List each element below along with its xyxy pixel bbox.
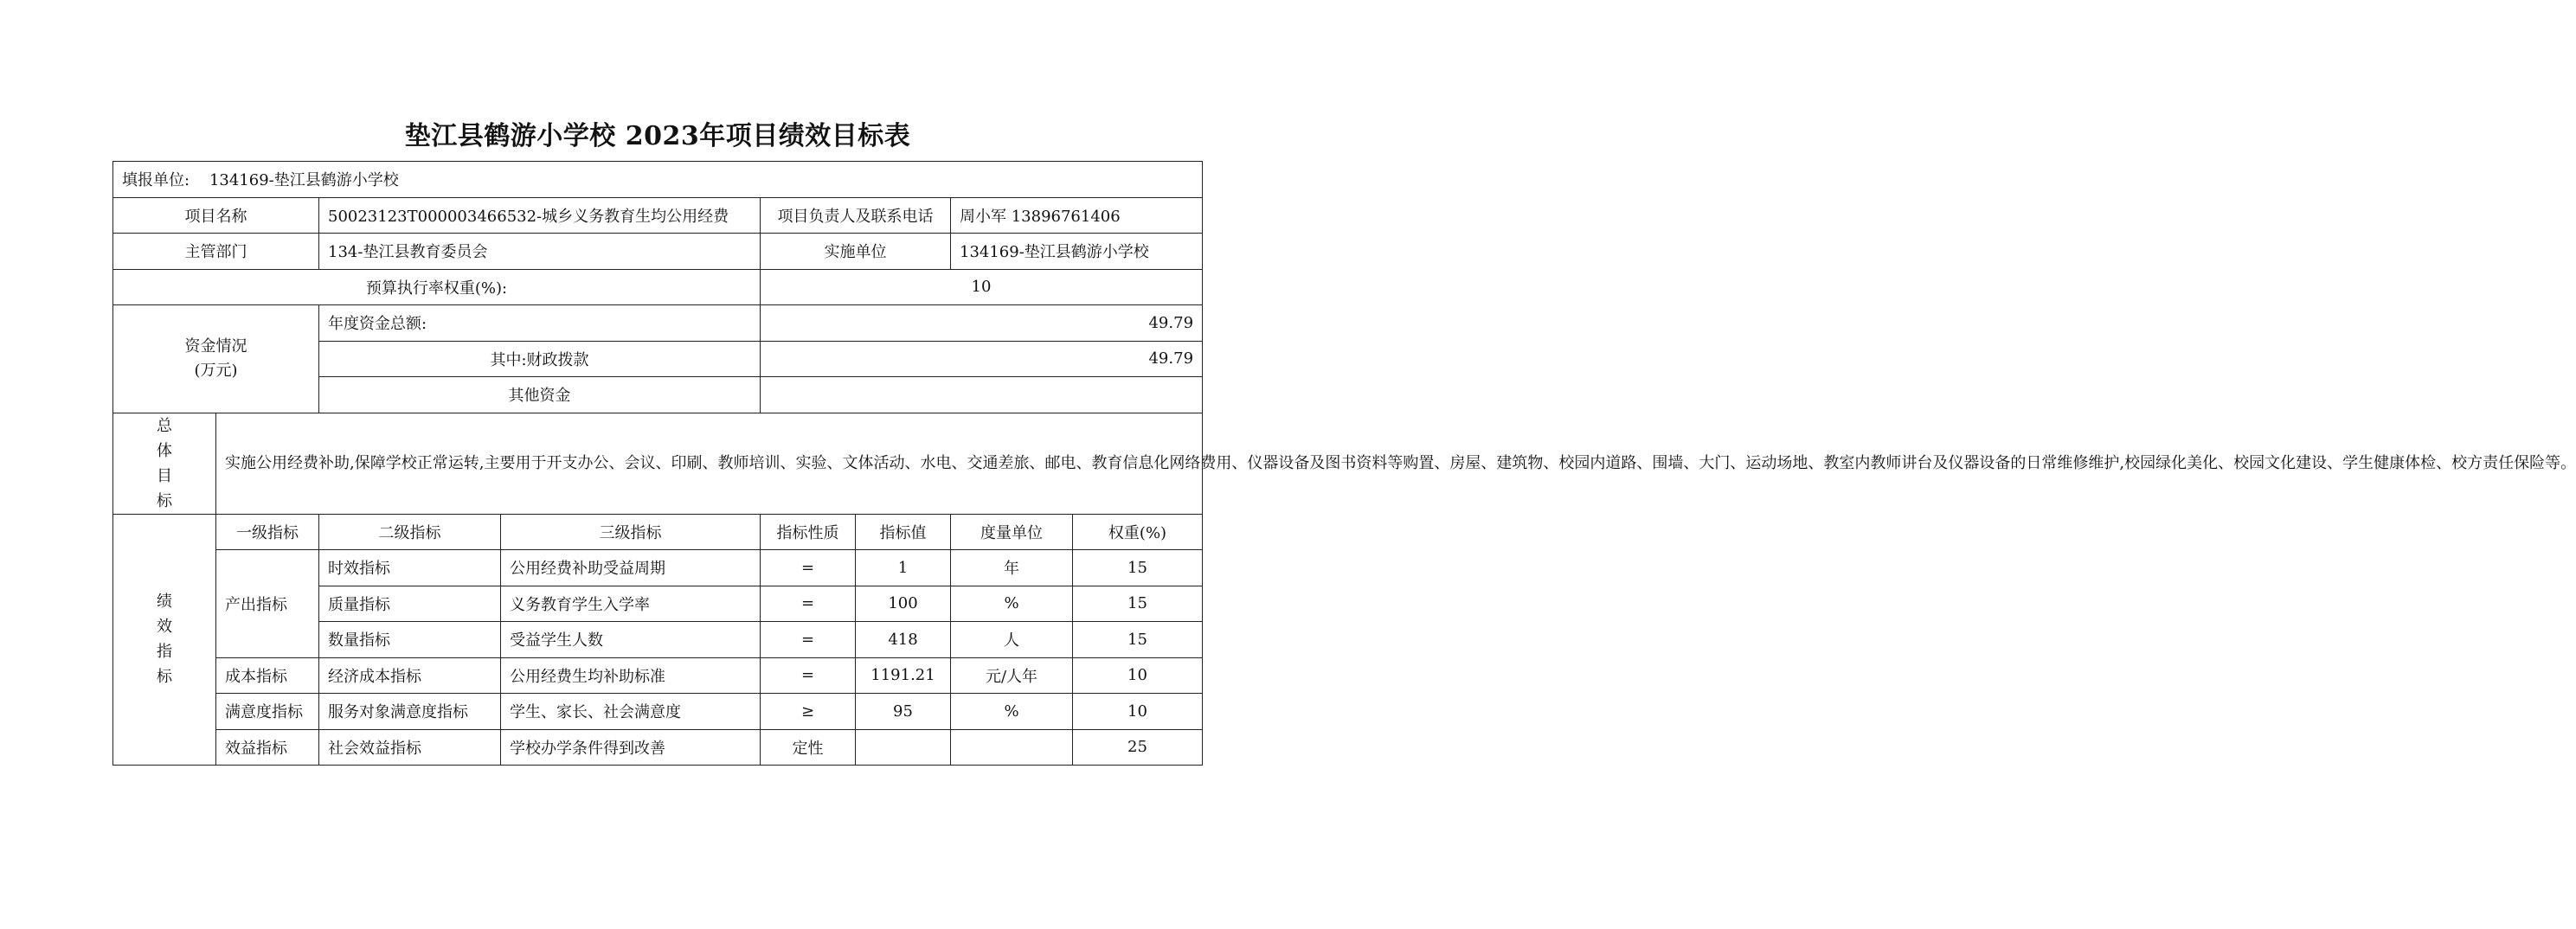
header-level2: 二级指标: [319, 514, 501, 550]
level1-cell: 效益指标: [216, 729, 319, 766]
budget-weight-row: [113, 269, 1203, 305]
value-cell: 100: [856, 586, 951, 622]
level2-cell: 数量指标: [319, 622, 501, 658]
overall-goal-label: [113, 413, 216, 514]
nature-cell: ≥: [761, 694, 856, 730]
value-cell: 1191.21: [856, 657, 951, 694]
project-name-value: 50023123T000003466532-城乡义务教育生均公用经费: [319, 197, 761, 234]
project-name-label: 项目名称: [113, 197, 319, 234]
budget-weight-label: 预算执行率权重(%):: [113, 269, 761, 305]
weight-cell: 15: [1073, 586, 1203, 622]
value-cell: 418: [856, 622, 951, 658]
weight-cell: 15: [1073, 550, 1203, 586]
indicator-header-row: [113, 514, 1203, 550]
implementing-unit-value: 134169-垫江县鹤游小学校: [951, 234, 1203, 270]
performance-indicator-label: [113, 514, 216, 766]
funds-total-value: 49.79: [761, 305, 1203, 342]
indicator-row: [113, 550, 1203, 586]
performance-indicator-char: 标: [157, 668, 172, 687]
nature-cell: =: [761, 586, 856, 622]
indicator-row: [113, 694, 1203, 730]
unit-cell: [951, 729, 1073, 766]
overall-goal-char: 目: [157, 466, 172, 485]
level3-cell: 学生、家长、社会满意度: [501, 694, 761, 730]
header-level1: 一级指标: [216, 514, 319, 550]
level1-cell: 成本指标: [216, 657, 319, 694]
unit-cell: 人: [951, 622, 1073, 658]
level2-cell: 经济成本指标: [319, 657, 501, 694]
project-name-row: [113, 197, 1203, 234]
header-weight: 权重(%): [1073, 514, 1203, 550]
overall-goal-text: 实施公用经费补助,保障学校正常运转,主要用于开支办公、会议、印刷、教师培训、实验、文体活动、水电、交通差旅、邮电、教育信息化网络费用、仪器设备及图书资料等购置、房屋、建筑物、校园内道路、围墙、大门、运动场地、教室内教师讲台及仪器设备的日常维修维护,校园绿化美化、校园文化建设、学生健康体检、校方责任保险等。: [216, 413, 1203, 514]
level2-cell: 质量指标: [319, 586, 501, 622]
department-row: [113, 234, 1203, 270]
indicator-row: [113, 657, 1203, 694]
nature-cell: =: [761, 657, 856, 694]
reporting-unit-label: 填报单位:: [122, 171, 190, 190]
header-value: 指标值: [856, 514, 951, 550]
project-leader-value: 周小军 13896761406: [951, 197, 1203, 234]
performance-target-table: [112, 161, 2576, 766]
funds-other-value: [761, 377, 1203, 413]
level3-cell: 公用经费生均补助标准: [501, 657, 761, 694]
level2-cell: 服务对象满意度指标: [319, 694, 501, 730]
overall-goal-char: 体: [157, 441, 172, 460]
value-cell: 1: [856, 550, 951, 586]
overall-goal-row: [113, 413, 1203, 514]
funds-total-row: [113, 305, 1203, 342]
level1-cell: 产出指标: [216, 550, 319, 658]
funds-label: [113, 305, 319, 413]
level2-cell: 时效指标: [319, 550, 501, 586]
department-label: 主管部门: [113, 234, 319, 270]
nature-cell: 定性: [761, 729, 856, 766]
level1-cell: 满意度指标: [216, 694, 319, 730]
performance-indicator-char: 效: [157, 618, 172, 637]
funds-label-line1: 资金情况: [184, 336, 247, 356]
unit-cell: 元/人年: [951, 657, 1073, 694]
weight-cell: 10: [1073, 657, 1203, 694]
header-level3: 三级指标: [501, 514, 761, 550]
header-nature: 指标性质: [761, 514, 856, 550]
nature-cell: =: [761, 622, 856, 658]
level3-cell: 公用经费补助受益周期: [501, 550, 761, 586]
overall-goal-char: 总: [157, 416, 172, 435]
implementing-unit-label: 实施单位: [761, 234, 951, 270]
overall-goal-char: 标: [157, 491, 172, 510]
reporting-unit-value: 134169-垫江县鹤游小学校: [209, 171, 399, 190]
indicator-row: [113, 729, 1203, 766]
level3-cell: 受益学生人数: [501, 622, 761, 658]
funds-total-label: 年度资金总额:: [319, 305, 761, 342]
level2-cell: 社会效益指标: [319, 729, 501, 766]
unit-cell: %: [951, 694, 1073, 730]
level3-cell: 义务教育学生入学率: [501, 586, 761, 622]
funds-fiscal-value: 49.79: [761, 341, 1203, 377]
department-value: 134-垫江县教育委员会: [319, 234, 761, 270]
performance-indicator-char: 绩: [157, 593, 172, 612]
performance-indicator-char: 指: [157, 643, 172, 662]
reporting-unit-cell: [113, 162, 1203, 198]
page-title: 垫江县鹤游小学校 2023年项目绩效目标表: [404, 121, 911, 151]
project-leader-label: 项目负责人及联系电话: [761, 197, 951, 234]
weight-cell: 25: [1073, 729, 1203, 766]
unit-cell: 年: [951, 550, 1073, 586]
nature-cell: =: [761, 550, 856, 586]
funds-label-line2: (万元): [194, 361, 238, 380]
reporting-unit-row: [113, 162, 1203, 198]
funds-fiscal-label: 其中:财政拨款: [319, 341, 761, 377]
value-cell: [856, 729, 951, 766]
level3-cell: 学校办学条件得到改善: [501, 729, 761, 766]
value-cell: 95: [856, 694, 951, 730]
weight-cell: 10: [1073, 694, 1203, 730]
budget-weight-value: 10: [761, 269, 1203, 305]
unit-cell: %: [951, 586, 1073, 622]
weight-cell: 15: [1073, 622, 1203, 658]
header-unit: 度量单位: [951, 514, 1073, 550]
funds-other-label: 其他资金: [319, 377, 761, 413]
